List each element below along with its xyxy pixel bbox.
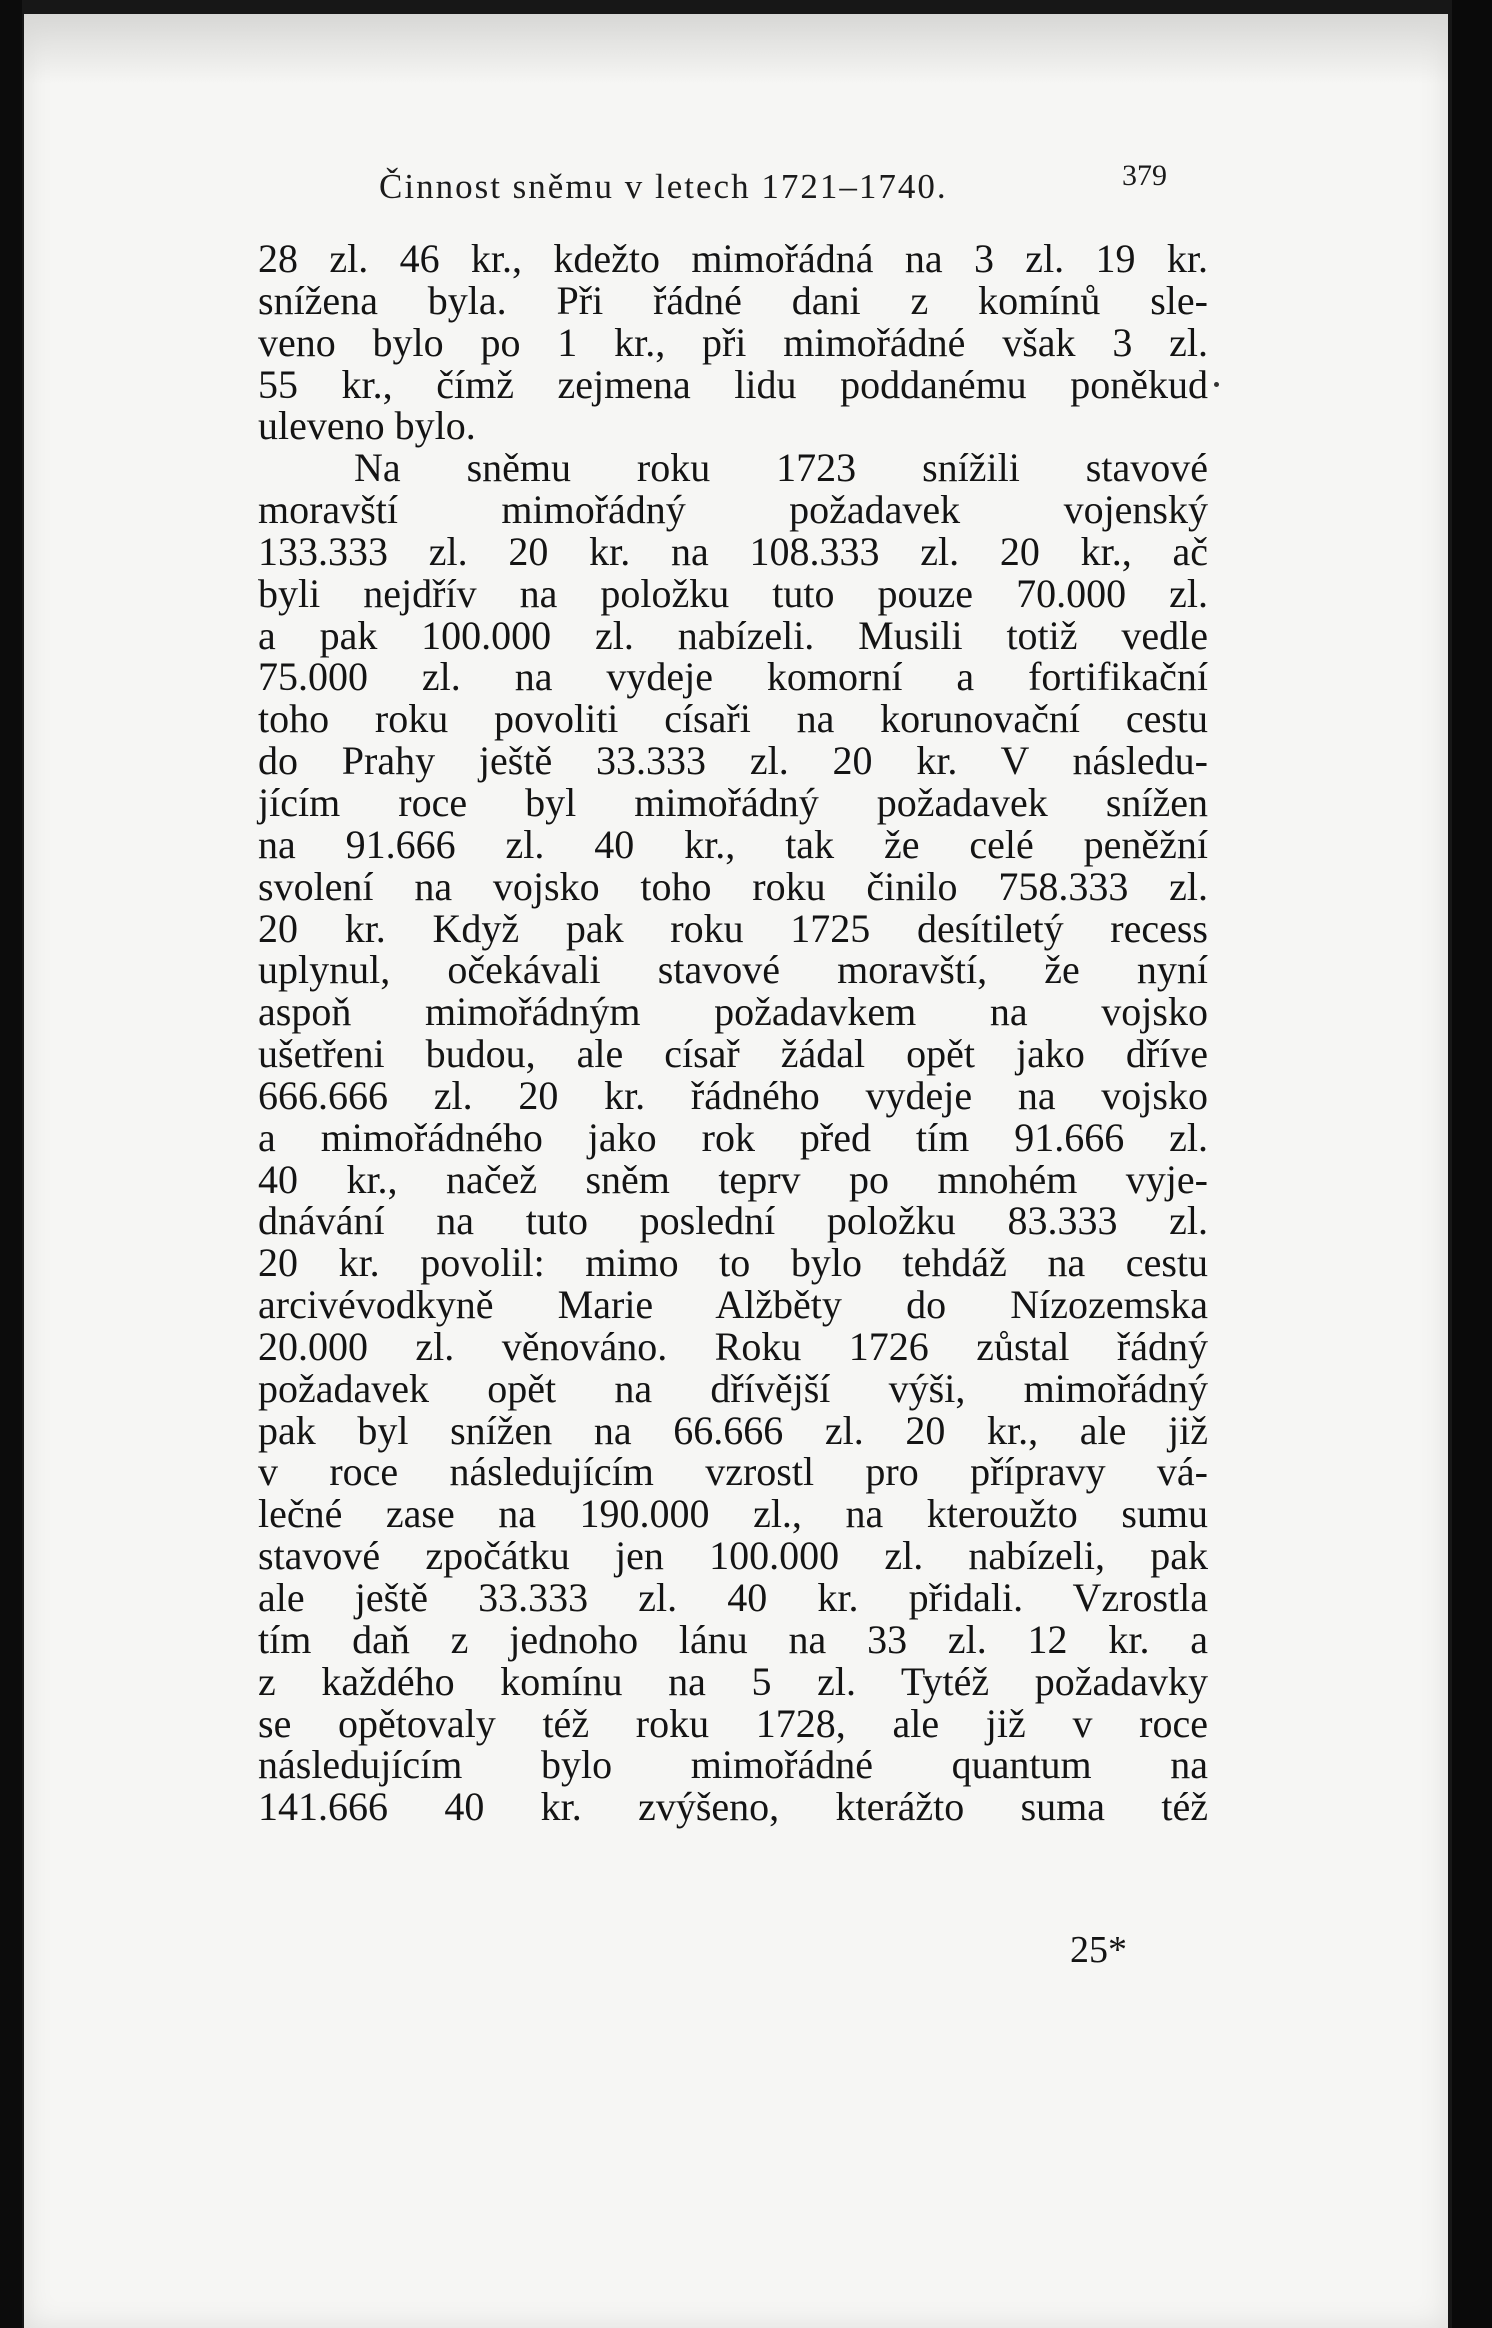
- text-line: ušetřeni budou, ale císař žádal opět jako dříve: [258, 1031, 1208, 1077]
- text-line: požadavek opět na dřívější výši, mimořádný: [258, 1365, 1208, 1411]
- text-line: lečné zase na 190.000 zl., na kteroužto sumu: [258, 1491, 1208, 1537]
- page-top-shadow: [24, 14, 1448, 84]
- text-line: a pak 100.000 zl. nabízeli. Musili totiž vedle: [258, 612, 1208, 658]
- text-line: do Prahy ještě 33.333 zl. 20 kr. V následu-: [258, 738, 1208, 784]
- text-line: 133.333 zl. 20 kr. na 108.333 zl. 20 kr., ač: [258, 528, 1208, 574]
- text-line: aspoň mimořádným požadavkem na vojsko: [258, 989, 1208, 1035]
- signature-mark: 25*: [1070, 1929, 1127, 1971]
- text-line: ale ještě 33.333 zl. 40 kr. přidali. Vzrostla: [258, 1575, 1208, 1620]
- text-line: tím daň z jednoho lánu na 33 zl. 12 kr. a: [258, 1616, 1208, 1662]
- text-line: 20.000 zl. věnováno. Roku 1726 zůstal řádný: [258, 1323, 1208, 1369]
- text-line: 55 kr., čímž zejmena lidu poddanému poněkud: [258, 361, 1208, 407]
- text-line: Na sněmu roku 1723 snížili stavové: [354, 445, 1208, 491]
- text-line: stavové zpočátku jen 100.000 zl. nabízeli, pak: [258, 1533, 1208, 1579]
- text-line: 20 kr. Když pak roku 1725 desítiletý recess: [258, 905, 1208, 951]
- text-line: 141.666 40 kr. zvýšeno, kterážto suma též: [258, 1784, 1208, 1830]
- text-line: byli nejdřív na položku tuto pouze 70.000 zl.: [258, 570, 1208, 616]
- text-line: v roce následujícím vzrostl pro přípravy vá-: [258, 1449, 1208, 1495]
- text-line: 75.000 zl. na vydeje komorní a fortifikační: [258, 654, 1208, 700]
- book-page: [24, 14, 1448, 2328]
- page-number: 379: [1122, 159, 1167, 192]
- text-line: 666.666 zl. 20 kr. řádného vydeje na vojsko: [258, 1072, 1208, 1118]
- text-line: moravští mimořádný požadavek vojenský: [258, 487, 1208, 533]
- text-line: 28 zl. 46 kr., kdežto mimořádná na 3 zl. 19 kr.: [258, 236, 1208, 281]
- text-line: uplynul, očekávali stavové moravští, že nyní: [258, 947, 1208, 993]
- text-line: a mimořádného jako rok před tím 91.666 zl.: [258, 1114, 1208, 1160]
- ink-speck: [1214, 382, 1219, 387]
- text-line: následujícím bylo mimořádné quantum na: [258, 1742, 1208, 1788]
- text-line: svolení na vojsko toho roku činilo 758.333 zl.: [258, 863, 1208, 909]
- scan-left-edge: [0, 0, 22, 2328]
- text-line: toho roku povoliti císaři na korunovační cestu: [258, 696, 1208, 742]
- text-line: uleveno bylo.: [258, 403, 476, 449]
- text-line: 20 kr. povolil: mimo to bylo tehdáž na cestu: [258, 1240, 1208, 1286]
- text-line: snížena byla. Při řádné dani z komínů sle-: [258, 277, 1208, 323]
- body-text: [258, 238, 1208, 1828]
- text-line: veno bylo po 1 kr., při mimořádné však 3 zl.: [258, 319, 1208, 365]
- text-line: dnávání na tuto poslední položku 83.333 zl.: [258, 1198, 1208, 1244]
- text-line: se opětovaly též roku 1728, ale již v roce: [258, 1700, 1208, 1746]
- text-line: 40 kr., načež sněm teprv po mnohém vyje-: [258, 1156, 1208, 1202]
- text-line: arcivévodkyně Marie Alžběty do Nízozemska: [258, 1282, 1208, 1328]
- scan-right-edge: [1452, 0, 1492, 2328]
- text-line: pak byl snížen na 66.666 zl. 20 kr., ale již: [258, 1407, 1208, 1453]
- running-head: [24, 159, 1448, 209]
- text-line: z každého komínu na 5 zl. Tytéž požadavky: [258, 1658, 1208, 1704]
- text-line: na 91.666 zl. 40 kr., tak že celé peněžní: [258, 821, 1208, 867]
- running-title: Činnost sněmu v letech 1721–1740.: [379, 167, 948, 206]
- text-line: jícím roce byl mimořádný požadavek snížen: [258, 779, 1208, 825]
